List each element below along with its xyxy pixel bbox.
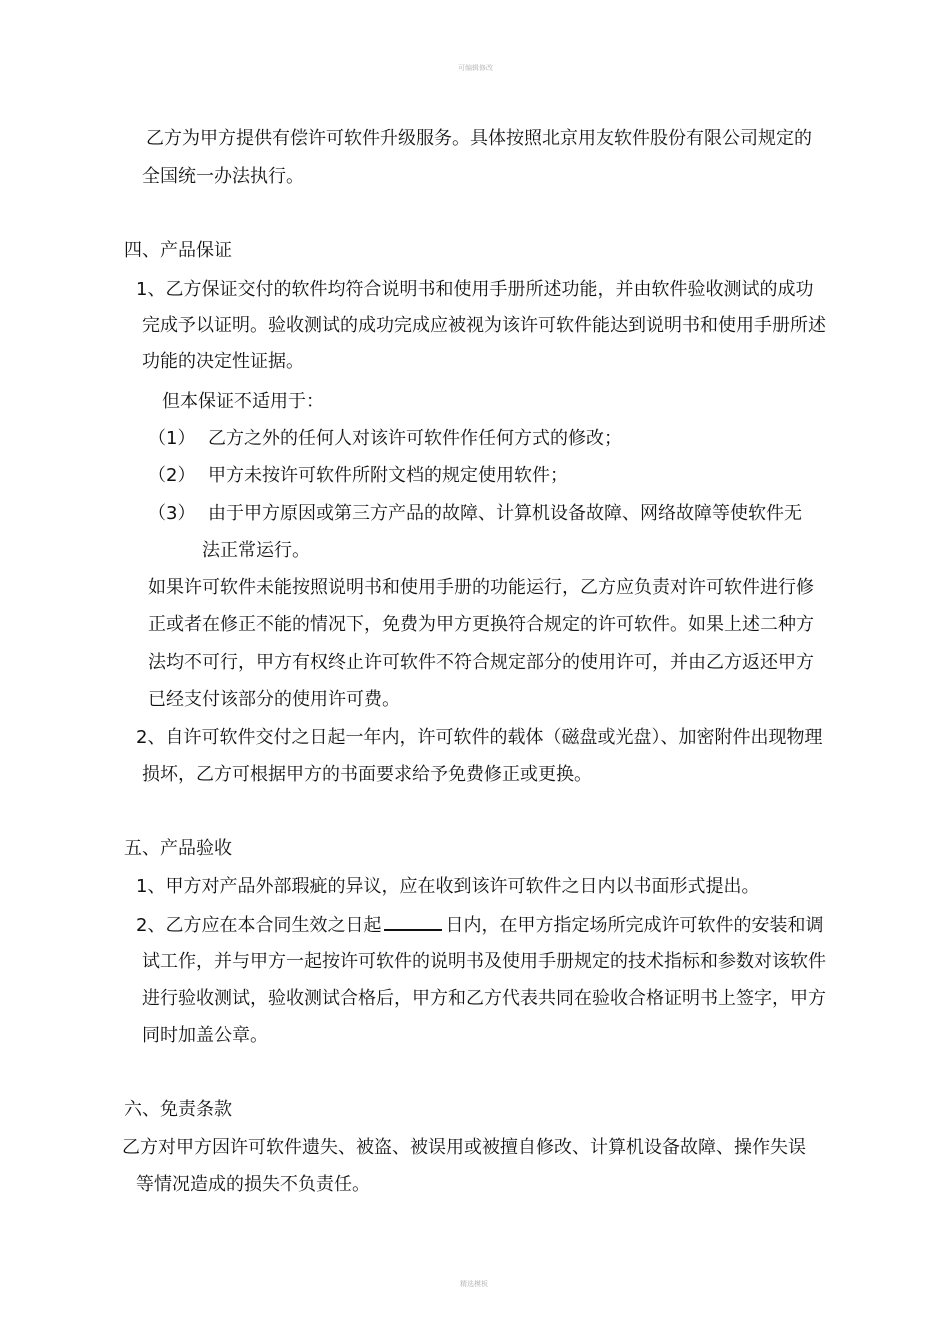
s5-p1: 1、甲方对产品外部瑕疵的异议，应在收到该许可软件之日内以书面形式提出。 xyxy=(136,876,760,897)
days-blank xyxy=(384,913,442,931)
s4-p2-line-2: 损坏，乙方可根据甲方的书面要求给予免费修正或更换。 xyxy=(142,764,592,785)
s4-p1-line-3: 功能的决定性证据。 xyxy=(142,351,304,372)
footer-watermark: 精选模板 xyxy=(460,1280,488,1288)
section-5-heading: 五、产品验收 xyxy=(124,838,232,859)
intro-line-2: 全国统一办法执行。 xyxy=(142,166,304,187)
item-1-number: （1） xyxy=(148,428,196,449)
s5-p2-line-4: 同时加盖公章。 xyxy=(142,1025,268,1046)
remedy-line-1: 如果许可软件未能按照说明书和使用手册的功能运行，乙方应负责对许可软件进行修 xyxy=(148,577,814,598)
s6-line-2: 等情况造成的损失不负责任。 xyxy=(136,1174,370,1195)
item-2-number: （2） xyxy=(148,465,196,486)
remedy-line-3: 法均不可行，甲方有权终止许可软件不符合规定部分的使用许可，并由乙方返还甲方 xyxy=(148,652,814,673)
item-2-text: 甲方未按许可软件所附文档的规定使用软件； xyxy=(208,465,568,486)
s4-p1-line-2: 完成予以证明。验收测试的成功完成应被视为该许可软件能达到说明书和使用手册所述 xyxy=(142,315,826,336)
section-4-heading: 四、产品保证 xyxy=(124,240,232,261)
s4-p2-line-1: 2、自许可软件交付之日起一年内，许可软件的载体（磁盘或光盘）、加密附件出现物理 xyxy=(136,727,823,748)
remedy-line-4: 已经支付该部分的使用许可费。 xyxy=(148,689,400,710)
s5-p2-line-2: 试工作，并与甲方一起按许可软件的说明书及使用手册规定的技术指标和参数对该软件 xyxy=(142,951,826,972)
item-3-continuation: 法正常运行。 xyxy=(202,540,310,561)
item-3-text: 由于甲方原因或第三方产品的故障、计算机设备故障、网络故障等使软件无 xyxy=(208,503,802,524)
item-1-text: 乙方之外的任何人对该许可软件作任何方式的修改； xyxy=(208,428,622,449)
s5-p2-line-1-start: 2、乙方应在本合同生效之日起 xyxy=(136,915,382,936)
s5-p2-line-1-end: 日内，在甲方指定场所完成许可软件的安装和调 xyxy=(445,915,824,936)
s5-p2-line-3: 进行验收测试，验收测试合格后，甲方和乙方代表共同在验收合格证明书上签字，甲方 xyxy=(142,988,826,1009)
intro-line-1: 乙方为甲方提供有偿许可软件升级服务。具体按照北京用友软件股份有限公司规定的 xyxy=(146,128,812,149)
section-6-heading: 六、免责条款 xyxy=(124,1099,232,1120)
header-watermark: 可编辑修改 xyxy=(458,64,493,72)
item-3-number: （3） xyxy=(148,503,196,524)
s6-line-1: 乙方对甲方因许可软件遗失、被盗、被误用或被擅自修改、计算机设备故障、操作失误 xyxy=(122,1137,806,1158)
s5-p2-line-1 xyxy=(136,913,823,937)
remedy-line-2: 正或者在修正不能的情况下，免费为甲方更换符合规定的许可软件。如果上述二种方 xyxy=(148,614,814,635)
s4-p1-line-1: 1、乙方保证交付的软件均符合说明书和使用手册所述功能，并由软件验收测试的成功 xyxy=(136,279,814,300)
exception-intro: 但本保证不适用于： xyxy=(162,391,324,412)
